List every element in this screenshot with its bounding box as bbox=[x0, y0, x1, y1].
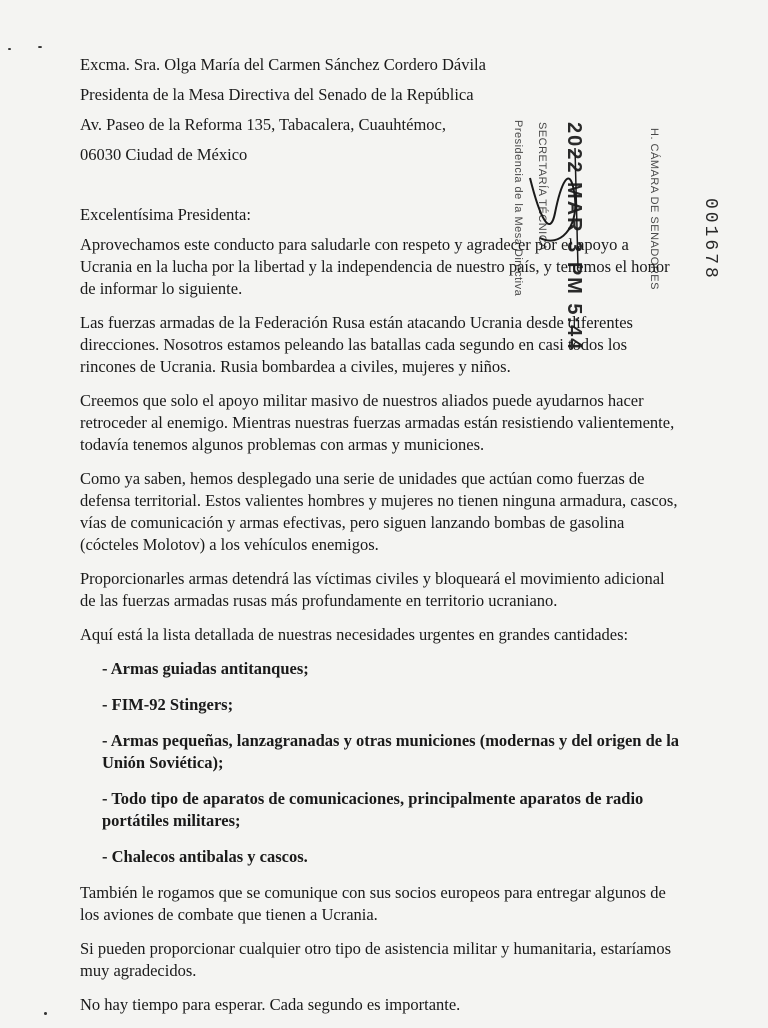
list-item: - FIM-92 Stingers; bbox=[102, 695, 234, 714]
scan-speck bbox=[44, 1012, 47, 1015]
recipient-address bbox=[80, 50, 486, 170]
stamp-technical-secretariat: SECRETARÍA TÉCNICA bbox=[536, 122, 548, 252]
address-line: Av. Paseo de la Reforma 135, Tabacalera, Cuauhtémoc, bbox=[80, 115, 446, 134]
list-item: - Chalecos antibalas y cascos. bbox=[102, 847, 308, 866]
list-item: - Todo tipo de aparatos de comunicaciones, principalmente aparatos de radio portátiles militares; bbox=[102, 789, 644, 830]
paragraph: Aprovechamos este conducto para saludarle con respeto y agradecer por el apoyo a Ucrania en la lucha por la libertad y la independencia de nuestro país, y tenemos el honor de informar lo siguiente. bbox=[80, 235, 670, 298]
stamp-senate-presidency: Presidencia de la Mesa Directiva bbox=[512, 120, 524, 297]
address-line: 06030 Ciudad de México bbox=[80, 145, 248, 164]
address-line: Presidenta de la Mesa Directiva del Senado de la República bbox=[80, 85, 474, 104]
paragraph: Como ya saben, hemos desplegado una serie de unidades que actúan como fuerzas de defensa territorial. Estos valientes hombres y mujeres no tienen ninguna armadura, cascos, vías de comunicación y armas efectivas, pero siguen lanzando bombas de gasolina (cócteles Molotov) a los vehículos enemigos. bbox=[80, 469, 678, 554]
salutation: Excelentísima Presidenta: bbox=[80, 205, 251, 224]
scan-speck bbox=[8, 48, 11, 50]
paragraph: Aquí está la lista detallada de nuestras necesidades urgentes en grandes cantidades: bbox=[80, 625, 629, 644]
paragraph: Si pueden proporcionar cualquier otro tipo de asistencia militar y humanitaria, estaríamos muy agradecidos. bbox=[80, 939, 672, 980]
stamp-folio-number: 001678 bbox=[700, 198, 720, 281]
address-line: Excma. Sra. Olga María del Carmen Sánchez Cordero Dávila bbox=[80, 55, 486, 74]
paragraph: Las fuerzas armadas de la Federación Rusa están atacando Ucrania desde diferentes direcciones. Nosotros estamos peleando las batallas cada segundo en casi todos los rincones de Ucrania. Rusia bombardea a civiles, mujeres y niños. bbox=[80, 313, 633, 376]
needs-list bbox=[80, 658, 680, 868]
paragraph: No hay tiempo para esperar. Cada segundo es importante. bbox=[80, 995, 461, 1014]
paragraph: Creemos que solo el apoyo militar masivo de nuestros aliados puede ayudarnos hacer retroceder al enemigo. Mientras nuestras fuerzas armadas están resistiendo valientemente, todavía tenemos algunos problemas con armas y municiones. bbox=[80, 391, 675, 454]
paragraph: Proporcionarles armas detendrá las víctimas civiles y bloqueará el movimiento adicional de las fuerzas armadas rusas más profundamente en territorio ucraniano. bbox=[80, 569, 665, 610]
stamp-received-date: 2022 MAR 3 PM 5:44 bbox=[563, 122, 585, 352]
letter-body bbox=[80, 204, 680, 1028]
paragraph: También le rogamos que se comunique con sus socios europeos para entregar algunos de los aviones de combate que tienen a Ucrania. bbox=[80, 883, 666, 924]
list-item: - Armas guiadas antitanques; bbox=[102, 659, 309, 678]
list-item: - Armas pequeñas, lanzagranadas y otras municiones (modernas y del origen de la Unión Soviética); bbox=[102, 731, 680, 772]
stamp-chamber: H. CÁMARA DE SENADORES bbox=[648, 128, 660, 290]
scan-speck bbox=[38, 46, 42, 48]
